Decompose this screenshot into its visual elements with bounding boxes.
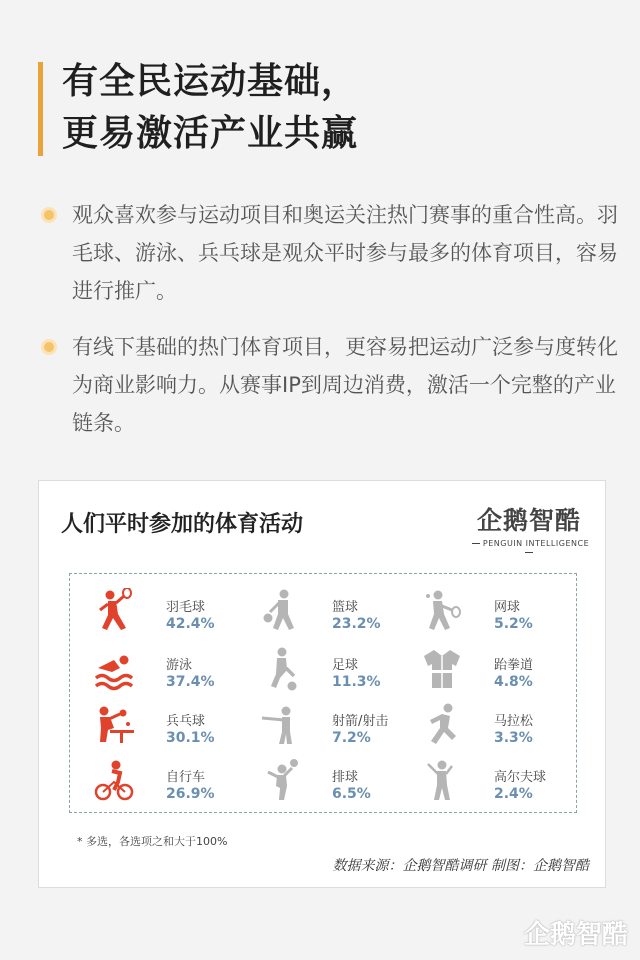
bullet-dot-icon [44, 210, 54, 220]
table-tennis-icon [94, 702, 134, 748]
bullet-text: 观众喜欢参与运动项目和奥运关注热门赛事的重合性高。羽毛球、游泳、兵乓球是观众平时参与最多的体育项目，容易进行推广。 [72, 203, 618, 303]
sport-item [422, 588, 582, 640]
shooting-icon [260, 702, 300, 748]
logo-name: 企鹅智酷 [476, 506, 581, 535]
sport-icon-wrapper [94, 646, 134, 692]
sport-item [422, 646, 582, 698]
basketball-icon [260, 588, 300, 634]
sport-percentage: 3.3% [494, 730, 533, 746]
sport-percentage: 26.9% [166, 786, 215, 802]
badminton-icon [94, 588, 134, 634]
sport-icon-wrapper [260, 646, 300, 692]
sport-percentage: 42.4% [166, 616, 215, 632]
sports-grid [69, 573, 577, 813]
sport-percentage: 6.5% [332, 786, 371, 802]
sport-icon-wrapper [94, 702, 134, 748]
sport-percentage: 5.2% [494, 616, 533, 632]
sport-name: 排球 [332, 770, 359, 785]
data-source: 数据来源：企鹅智酷调研 制图：企鹅智酷 [332, 858, 589, 874]
sport-name: 游泳 [166, 658, 193, 673]
sport-percentage: 7.2% [332, 730, 371, 746]
sport-name: 足球 [332, 658, 359, 673]
sport-name: 射箭/射击 [332, 714, 389, 729]
sport-icon-wrapper [94, 588, 134, 634]
bullet-item [40, 196, 620, 310]
sport-item [260, 758, 420, 810]
sport-icon-wrapper [422, 588, 462, 634]
sport-icon-wrapper [94, 758, 134, 804]
sport-item [422, 758, 582, 810]
bullet-text: 有线下基础的热门体育项目，更容易把运动广泛参与度转化为商业影响力。从赛事IP到周边消费，激活一个完整的产业链条。 [72, 335, 618, 435]
page-title: 有全民运动基础， 更易激活产业共赢 [62, 61, 359, 154]
chart-card [38, 480, 606, 888]
volleyball-icon [260, 758, 300, 804]
golf-icon [422, 758, 462, 804]
sport-percentage: 2.4% [494, 786, 533, 802]
sport-name: 高尔夫球 [494, 770, 547, 785]
title-accent-bar [38, 62, 43, 156]
sport-percentage: 4.8% [494, 674, 533, 690]
sport-icon-wrapper [422, 758, 462, 804]
sport-icon-wrapper [260, 758, 300, 804]
taekwondo-icon [422, 646, 462, 692]
swimming-icon [94, 646, 134, 692]
sport-item [260, 646, 420, 698]
sport-item [422, 702, 582, 754]
bullet-item [40, 328, 620, 442]
sport-icon-wrapper [422, 646, 462, 692]
sport-item [94, 646, 254, 698]
sport-icon-wrapper [260, 702, 300, 748]
sport-name: 网球 [494, 600, 521, 615]
sport-item [94, 588, 254, 640]
sport-name: 篮球 [332, 600, 359, 615]
marathon-icon [422, 702, 462, 748]
chart-title: 人们平时参加的体育活动 [61, 512, 304, 537]
sport-percentage: 23.2% [332, 616, 381, 632]
bullet-dot-icon [44, 342, 54, 352]
sport-item [94, 702, 254, 754]
footer-watermark-logo: 企鹅智酷 [524, 920, 629, 950]
cycling-icon [94, 758, 134, 804]
tennis-icon [422, 588, 462, 634]
sport-icon-wrapper [422, 702, 462, 748]
sport-name: 羽毛球 [166, 600, 206, 615]
soccer-icon [260, 646, 300, 692]
sport-icon-wrapper [260, 588, 300, 634]
sport-name: 跆拳道 [494, 658, 534, 673]
sport-item [260, 702, 420, 754]
bullet-list [40, 196, 620, 460]
sport-name: 自行车 [166, 770, 206, 785]
brand-logo [467, 499, 591, 557]
sport-name: 兵乓球 [166, 714, 206, 729]
sport-percentage: 30.1% [166, 730, 215, 746]
sport-percentage: 37.4% [166, 674, 215, 690]
sport-percentage: 11.3% [332, 674, 381, 690]
sport-item [260, 588, 420, 640]
logo-subtitle: PENGUIN INTELLIGENCE [467, 539, 591, 557]
sport-name: 马拉松 [494, 714, 534, 729]
sport-item [94, 758, 254, 810]
footnote: * 多选，各选项之和大于100% [77, 835, 228, 848]
